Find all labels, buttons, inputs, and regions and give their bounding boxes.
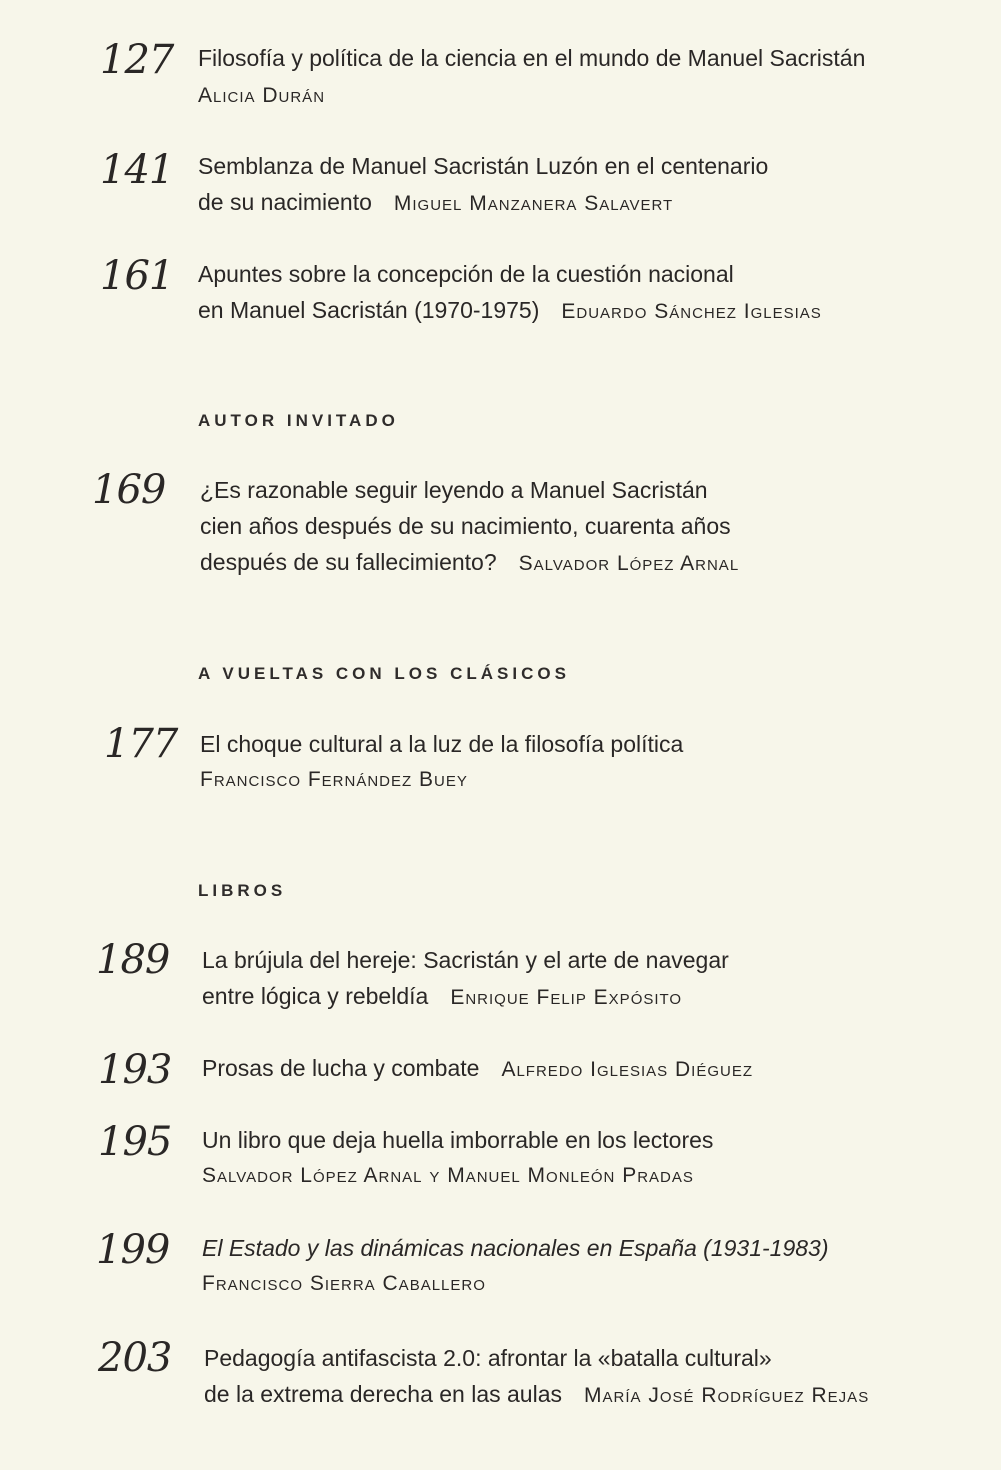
- page-number: 141: [100, 147, 174, 193]
- entry-title-line: después de su fallecimiento?: [200, 549, 497, 575]
- entry-title-line: Apuntes sobre la concepción de la cuestión nacional: [198, 261, 734, 287]
- entry-author: Enrique Felip Expósito: [450, 986, 683, 1009]
- entry-title-line: [204, 1376, 869, 1414]
- page-number: 193: [98, 1047, 172, 1093]
- entry-title-line: Semblanza de Manuel Sacristán Luzón en el centenario: [198, 153, 769, 179]
- entry-title: El choque cultural a la luz de la filosofía política: [200, 731, 684, 757]
- entry-author: María José Rodríguez Rejas: [584, 1384, 870, 1407]
- entry-title: Un libro que deja huella imborrable en los lectores: [202, 1127, 714, 1153]
- page-number: 177: [104, 721, 178, 767]
- entry-title-line: cien años después de su nacimiento, cuarenta años: [200, 513, 731, 539]
- section-heading: AUTOR INVITADO: [198, 411, 399, 430]
- page-number: 127: [100, 37, 174, 83]
- section-heading: A VUELTAS CON LOS CLÁSICOS: [198, 664, 570, 683]
- page-number: 199: [96, 1227, 170, 1273]
- entry-title-line: de su nacimiento: [198, 189, 372, 215]
- entry-title: Prosas de lucha y combate: [202, 1055, 480, 1081]
- entry-title-line: [202, 1050, 753, 1088]
- entry-author: Alicia Durán: [198, 84, 326, 107]
- entry-title-line: [202, 978, 682, 1016]
- page-number: 203: [98, 1335, 172, 1381]
- entry-title: El Estado y las dinámicas nacionales en España (1931-1983): [202, 1235, 829, 1261]
- entry-title-line: ¿Es razonable seguir leyendo a Manuel Sacristán: [200, 477, 708, 503]
- entry-title: Filosofía y política de la ciencia en el mundo de Manuel Sacristán: [198, 45, 866, 71]
- entry-title-line: [198, 292, 822, 330]
- entry-title-line: [198, 184, 673, 222]
- entry-author: Salvador López Arnal y Manuel Monleón Pradas: [202, 1164, 694, 1187]
- entry-author: Francisco Sierra Caballero: [202, 1272, 486, 1295]
- entry-title-line: en Manuel Sacristán (1970-1975): [198, 297, 540, 323]
- section-heading: LIBROS: [198, 881, 287, 900]
- entry-title-line: [200, 544, 739, 582]
- page-number: 189: [96, 937, 170, 983]
- page-number: 169: [92, 467, 166, 513]
- entry-title-line: Pedagogía antifascista 2.0: afrontar la «batalla cultural»: [204, 1345, 772, 1371]
- page-number: 161: [100, 253, 174, 299]
- entry-title-line: entre lógica y rebeldía: [202, 983, 429, 1009]
- entry-title-line: de la extrema derecha en las aulas: [204, 1381, 562, 1407]
- entry-author: Alfredo Iglesias Diéguez: [501, 1058, 753, 1081]
- entry-author: Francisco Fernández Buey: [200, 768, 468, 791]
- entry-author: Salvador López Arnal: [518, 552, 740, 575]
- page-number: 195: [98, 1119, 172, 1165]
- entry-author: Miguel Manzanera Salavert: [393, 192, 674, 215]
- entry-author: Eduardo Sánchez Iglesias: [561, 300, 822, 323]
- entry-title-line: La brújula del hereje: Sacristán y el arte de navegar: [202, 947, 729, 973]
